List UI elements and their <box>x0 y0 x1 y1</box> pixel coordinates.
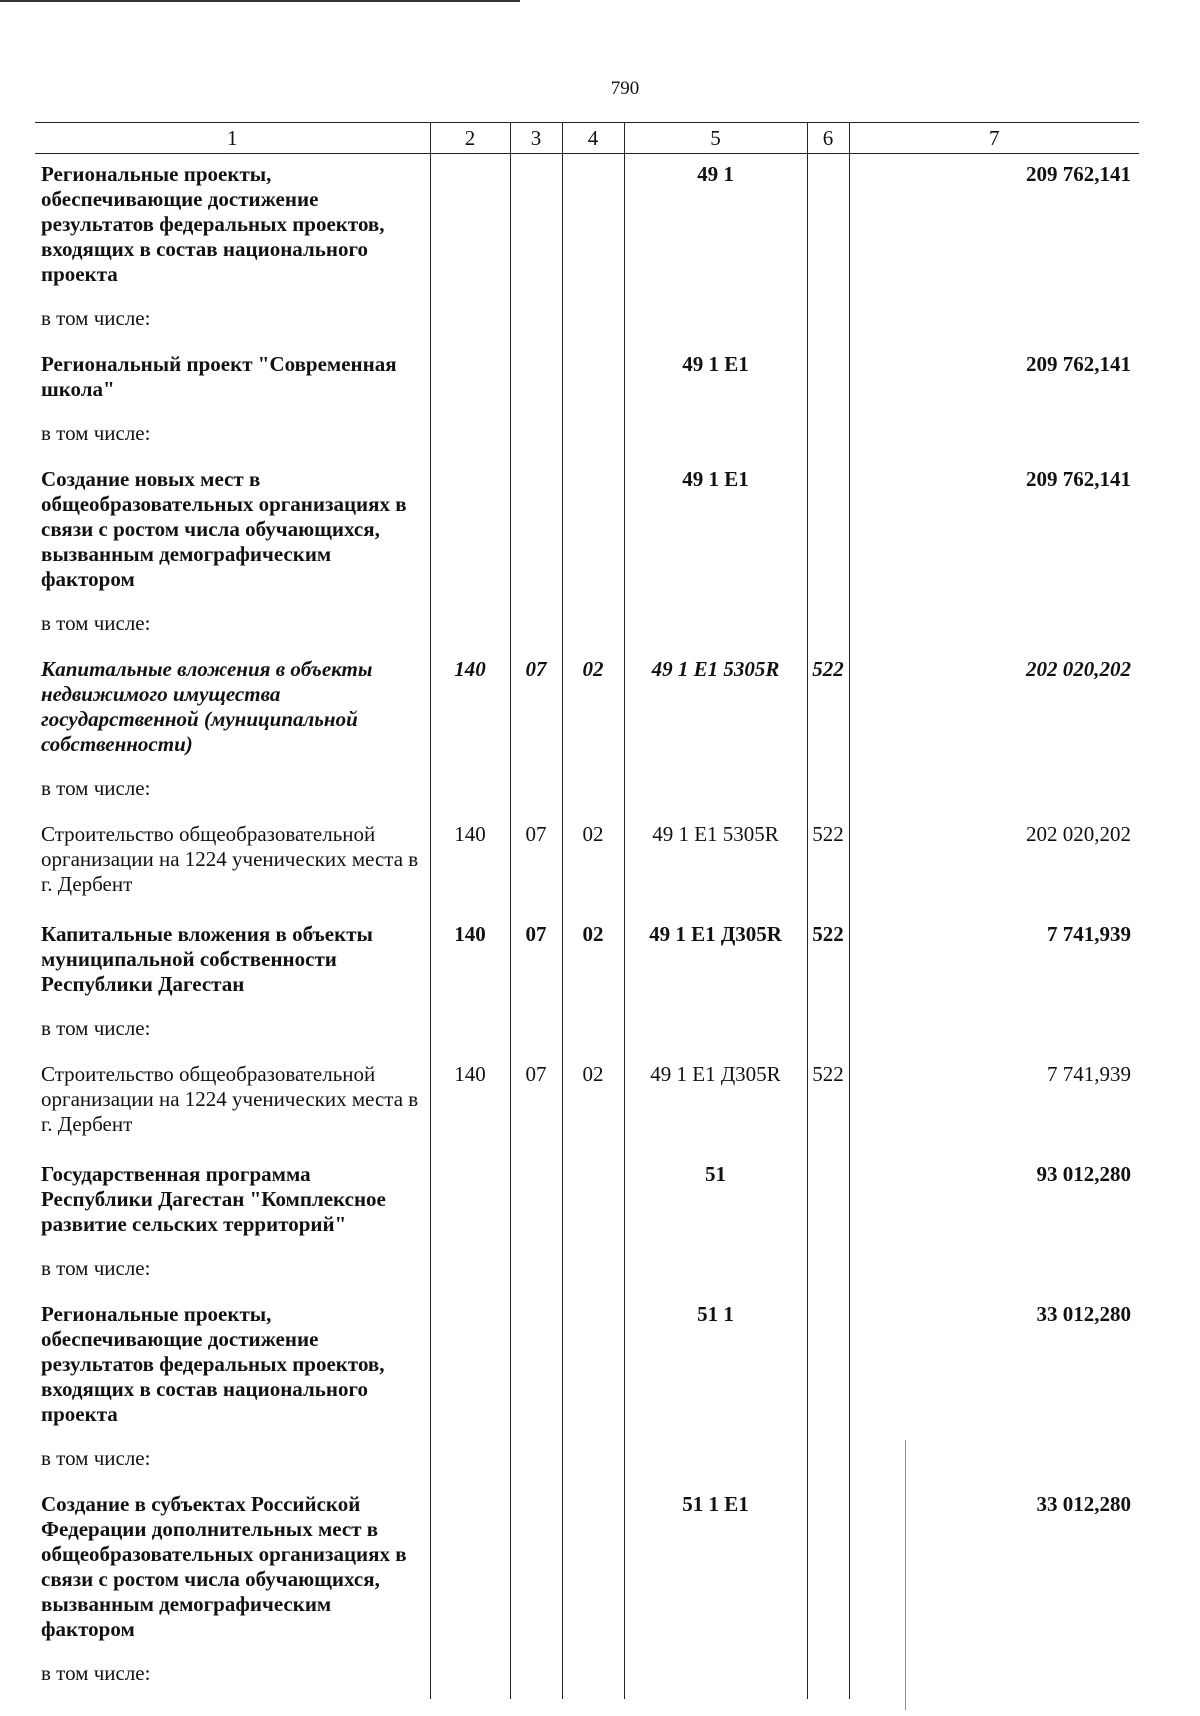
page-number: 790 <box>610 78 640 99</box>
row-note: в том числе: <box>41 1256 151 1280</box>
cell-csr: 49 1 E1 Д305R <box>624 1054 807 1154</box>
cell-vr: 522 <box>807 1054 849 1154</box>
cell-rz: 07 <box>510 814 562 914</box>
cell-pr: 02 <box>562 649 624 774</box>
cell-sum: 33 012,280 <box>849 1294 1139 1444</box>
cell-gr <box>430 344 510 419</box>
cell-rz <box>510 1294 562 1444</box>
row-name: Капитальные вложения в объекты муниципальной собственности Республики Дагестан <box>41 922 373 996</box>
table-row-note <box>35 774 1139 814</box>
table-row-note <box>35 1014 1139 1054</box>
cell-csr: 51 1 <box>624 1294 807 1444</box>
cell-sum: 202 020,202 <box>849 649 1139 774</box>
cell-gr: 140 <box>430 814 510 914</box>
cell-vr: 522 <box>807 649 849 774</box>
cell-csr: 49 1 <box>624 154 807 305</box>
cell-sum: 209 762,141 <box>849 459 1139 609</box>
cell-rz <box>510 154 562 305</box>
budget-table <box>35 122 1139 1699</box>
table-row <box>35 459 1139 609</box>
cell-sum: 209 762,141 <box>849 154 1139 305</box>
cell-vr <box>807 344 849 419</box>
cell-csr: 49 1 E1 <box>624 344 807 419</box>
table-row-note <box>35 609 1139 649</box>
table-row <box>35 154 1139 305</box>
row-note: в том числе: <box>41 306 151 330</box>
cell-vr <box>807 1154 849 1254</box>
cell-sum: 93 012,280 <box>849 1154 1139 1254</box>
cell-csr: 49 1 E1 5305R <box>624 814 807 914</box>
cell-gr <box>430 459 510 609</box>
cell-sum: 33 012,280 <box>849 1484 1139 1659</box>
cell-pr <box>562 1294 624 1444</box>
column-header: 3 <box>510 123 562 154</box>
row-name: Региональные проекты, обеспечивающие достижение результатов федеральных проектов, входящих в состав национального проекта <box>41 1302 385 1426</box>
row-note: в том числе: <box>41 1446 151 1470</box>
table-row-note <box>35 304 1139 344</box>
cell-gr <box>430 1154 510 1254</box>
row-name: Региональный проект "Современная школа" <box>41 352 397 401</box>
cell-csr: 51 1 E1 <box>624 1484 807 1659</box>
table-row <box>35 649 1139 774</box>
row-name: Государственная программа Республики Дагестан "Комплексное развитие сельских территорий" <box>41 1162 386 1236</box>
cell-pr <box>562 344 624 419</box>
column-header-row <box>35 123 1139 154</box>
row-name: Строительство общеобразовательной организации на 1224 ученических места в г. Дербент <box>41 822 419 896</box>
cell-vr: 522 <box>807 914 849 1014</box>
table-row <box>35 344 1139 419</box>
cell-csr: 49 1 E1 Д305R <box>624 914 807 1014</box>
column-header: 2 <box>430 123 510 154</box>
cell-pr: 02 <box>562 814 624 914</box>
scan-artifact-line <box>0 0 520 2</box>
column-header: 4 <box>562 123 624 154</box>
cell-pr <box>562 1154 624 1254</box>
table-row-note <box>35 419 1139 459</box>
cell-gr: 140 <box>430 1054 510 1154</box>
table-row <box>35 1054 1139 1154</box>
cell-gr <box>430 1294 510 1444</box>
row-note: в том числе: <box>41 1016 151 1040</box>
row-note: в том числе: <box>41 611 151 635</box>
cell-pr: 02 <box>562 914 624 1014</box>
cell-csr: 49 1 E1 <box>624 459 807 609</box>
cell-vr: 522 <box>807 814 849 914</box>
table-row <box>35 1294 1139 1444</box>
cell-csr: 49 1 E1 5305R <box>624 649 807 774</box>
cell-sum: 209 762,141 <box>849 344 1139 419</box>
row-name: Создание в субъектах Российской Федерации дополнительных мест в общеобразовательных организациях в связи с ростом числа обучающихся, вызванным демографическим фактором <box>41 1492 407 1641</box>
cell-rz <box>510 344 562 419</box>
row-note: в том числе: <box>41 1661 151 1685</box>
cell-gr: 140 <box>430 649 510 774</box>
table-row <box>35 814 1139 914</box>
row-name: Создание новых мест в общеобразовательных организациях в связи с ростом числа обучающихся, вызванным демографическим фактором <box>41 467 407 591</box>
cell-rz: 07 <box>510 649 562 774</box>
table-row-note <box>35 1444 1139 1484</box>
cell-pr: 02 <box>562 1054 624 1154</box>
cell-pr <box>562 1484 624 1659</box>
cell-rz <box>510 459 562 609</box>
cell-sum: 202 020,202 <box>849 814 1139 914</box>
cell-sum: 7 741,939 <box>849 1054 1139 1154</box>
cell-vr <box>807 459 849 609</box>
cell-gr <box>430 154 510 305</box>
column-header: 7 <box>849 123 1139 154</box>
cell-csr: 51 <box>624 1154 807 1254</box>
cell-gr <box>430 1484 510 1659</box>
cell-gr: 140 <box>430 914 510 1014</box>
table-row <box>35 1154 1139 1254</box>
row-name: Региональные проекты, обеспечивающие достижение результатов федеральных проектов, входящих в состав национального проекта <box>41 162 385 286</box>
cell-rz <box>510 1154 562 1254</box>
row-name: Капитальные вложения в объекты недвижимого имущества государственной (муниципальной собственности) <box>41 657 373 756</box>
row-name: Строительство общеобразовательной организации на 1224 ученических места в г. Дербент <box>41 1062 419 1136</box>
cell-vr <box>807 1484 849 1659</box>
column-header: 1 <box>35 123 430 154</box>
row-note: в том числе: <box>41 776 151 800</box>
cell-sum: 7 741,939 <box>849 914 1139 1014</box>
cell-vr <box>807 1294 849 1444</box>
scan-artifact-line <box>905 1440 906 1710</box>
cell-pr <box>562 459 624 609</box>
column-header: 5 <box>624 123 807 154</box>
table-row <box>35 1484 1139 1659</box>
cell-rz: 07 <box>510 1054 562 1154</box>
cell-pr <box>562 154 624 305</box>
cell-rz <box>510 1484 562 1659</box>
column-header: 6 <box>807 123 849 154</box>
row-note: в том числе: <box>41 421 151 445</box>
table-row <box>35 914 1139 1014</box>
table-row-note <box>35 1659 1139 1699</box>
cell-vr <box>807 154 849 305</box>
cell-rz: 07 <box>510 914 562 1014</box>
table-row-note <box>35 1254 1139 1294</box>
